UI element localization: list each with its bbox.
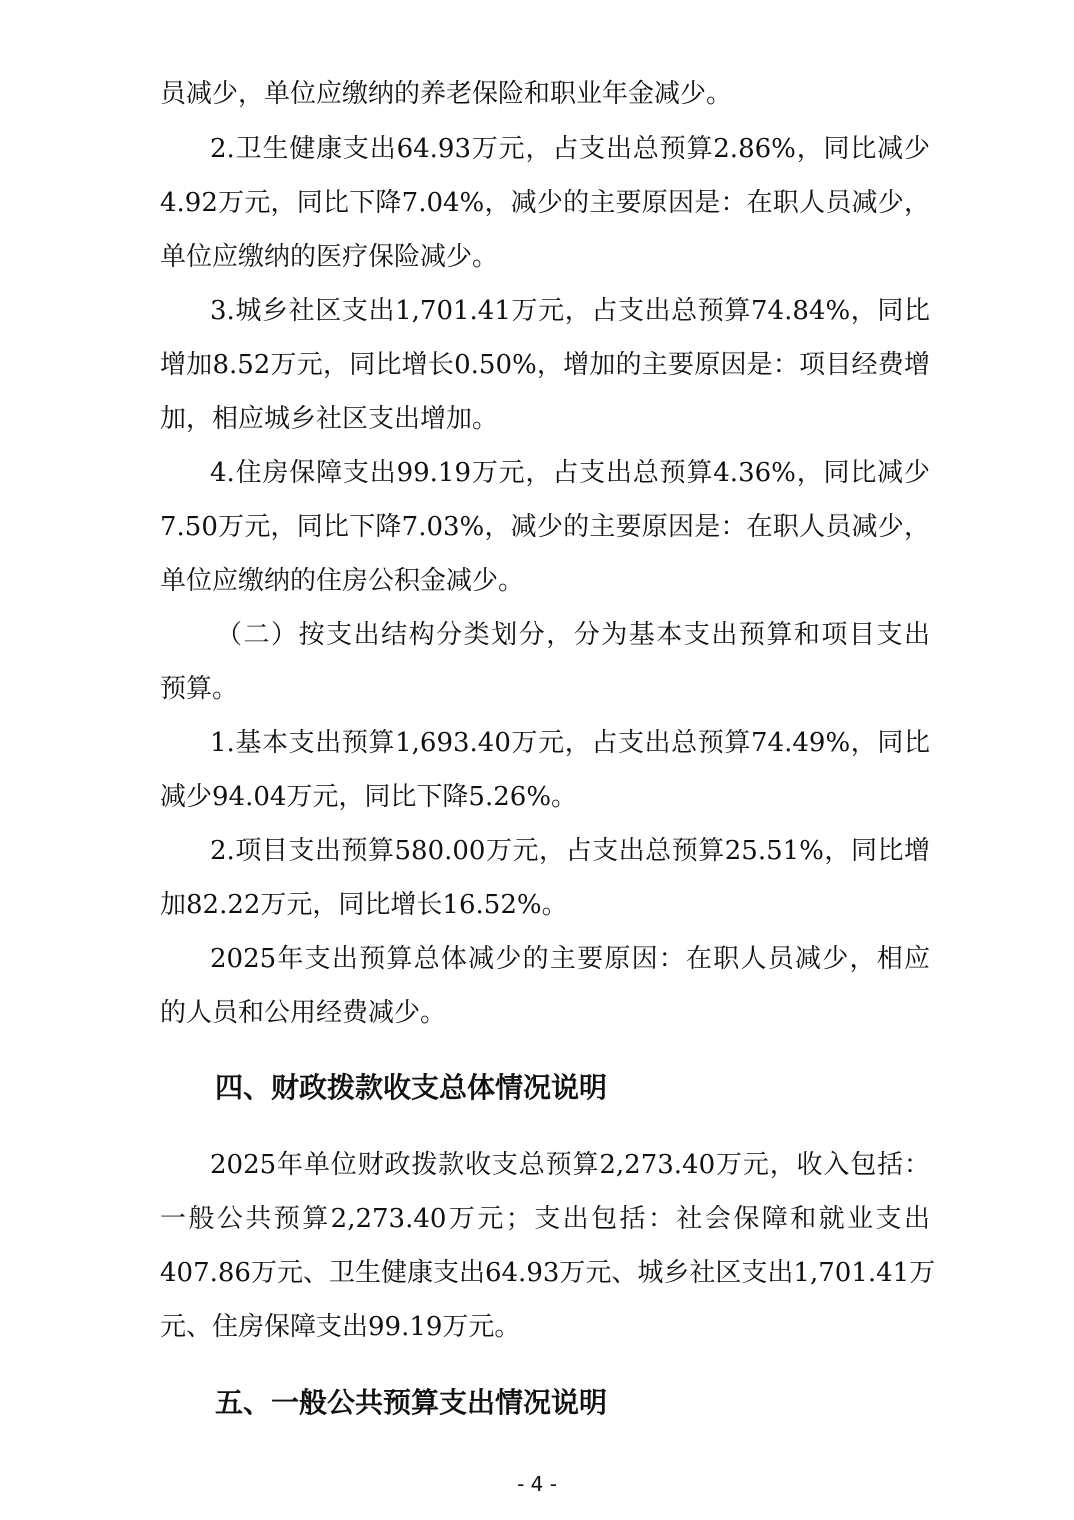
paragraph-line: 7.50万元，同比下降7.03%，减少的主要原因是：在职人员减少， [160,512,930,542]
paragraph-line: 单位应缴纳的住房公积金减少。 [160,566,525,596]
paragraph-line: 加，相应城乡社区支出增加。 [160,404,499,434]
paragraph-line: 加82.22万元，同比增长16.52%。 [160,890,568,920]
paragraph-line: 减少94.04万元，同比下降5.26%。 [160,782,578,812]
paragraph-line: 2025年支出预算总体减少的主要原因：在职人员减少，相应 [210,944,930,974]
paragraph-line: 的人员和公用经费减少。 [160,998,447,1028]
paragraph-line: 2.卫生健康支出64.93万元，占支出总预算2.86%，同比减少 [210,134,930,164]
paragraph-line: 1.基本支出预算1,693.40万元，占支出总预算74.49%，同比 [210,728,930,758]
paragraph-line: 3.城乡社区支出1,701.41万元，占支出总预算74.84%，同比 [210,296,930,326]
paragraph-line: 预算。 [160,674,239,704]
page-number: - 4 - [517,1472,557,1496]
paragraph-line: 407.86万元、卫生健康支出64.93万元、城乡社区支出1,701.41万 [160,1258,936,1288]
paragraph-line: 元、住房保障支出99.19万元。 [160,1312,521,1342]
paragraph-line: 4.住房保障支出99.19万元，占支出总预算4.36%，同比减少 [210,458,930,488]
paragraph-line: 4.92万元，同比下降7.04%，减少的主要原因是：在职人员减少， [160,188,930,218]
paragraph-line: 员减少，单位应缴纳的养老保险和职业年金减少。 [160,79,733,109]
paragraph-line: 单位应缴纳的医疗保险减少。 [160,242,499,272]
paragraph-line: 增加8.52万元，同比增长0.50%，增加的主要原因是：项目经费增 [160,350,930,380]
section-heading: 五、一般公共预算支出情况说明 [215,1386,608,1419]
paragraph-line: 2.项目支出预算580.00万元，占支出总预算25.51%，同比增 [210,836,930,866]
paragraph-line: 2025年单位财政拨款收支总预算2,273.40万元，收入包括： [210,1150,930,1180]
paragraph-line: （二）按支出结构分类划分，分为基本支出预算和项目支出 [216,620,930,650]
section-heading: 四、财政拨款收支总体情况说明 [215,1071,608,1104]
paragraph-line: 一般公共预算2,273.40万元；支出包括：社会保障和就业支出 [160,1204,930,1234]
